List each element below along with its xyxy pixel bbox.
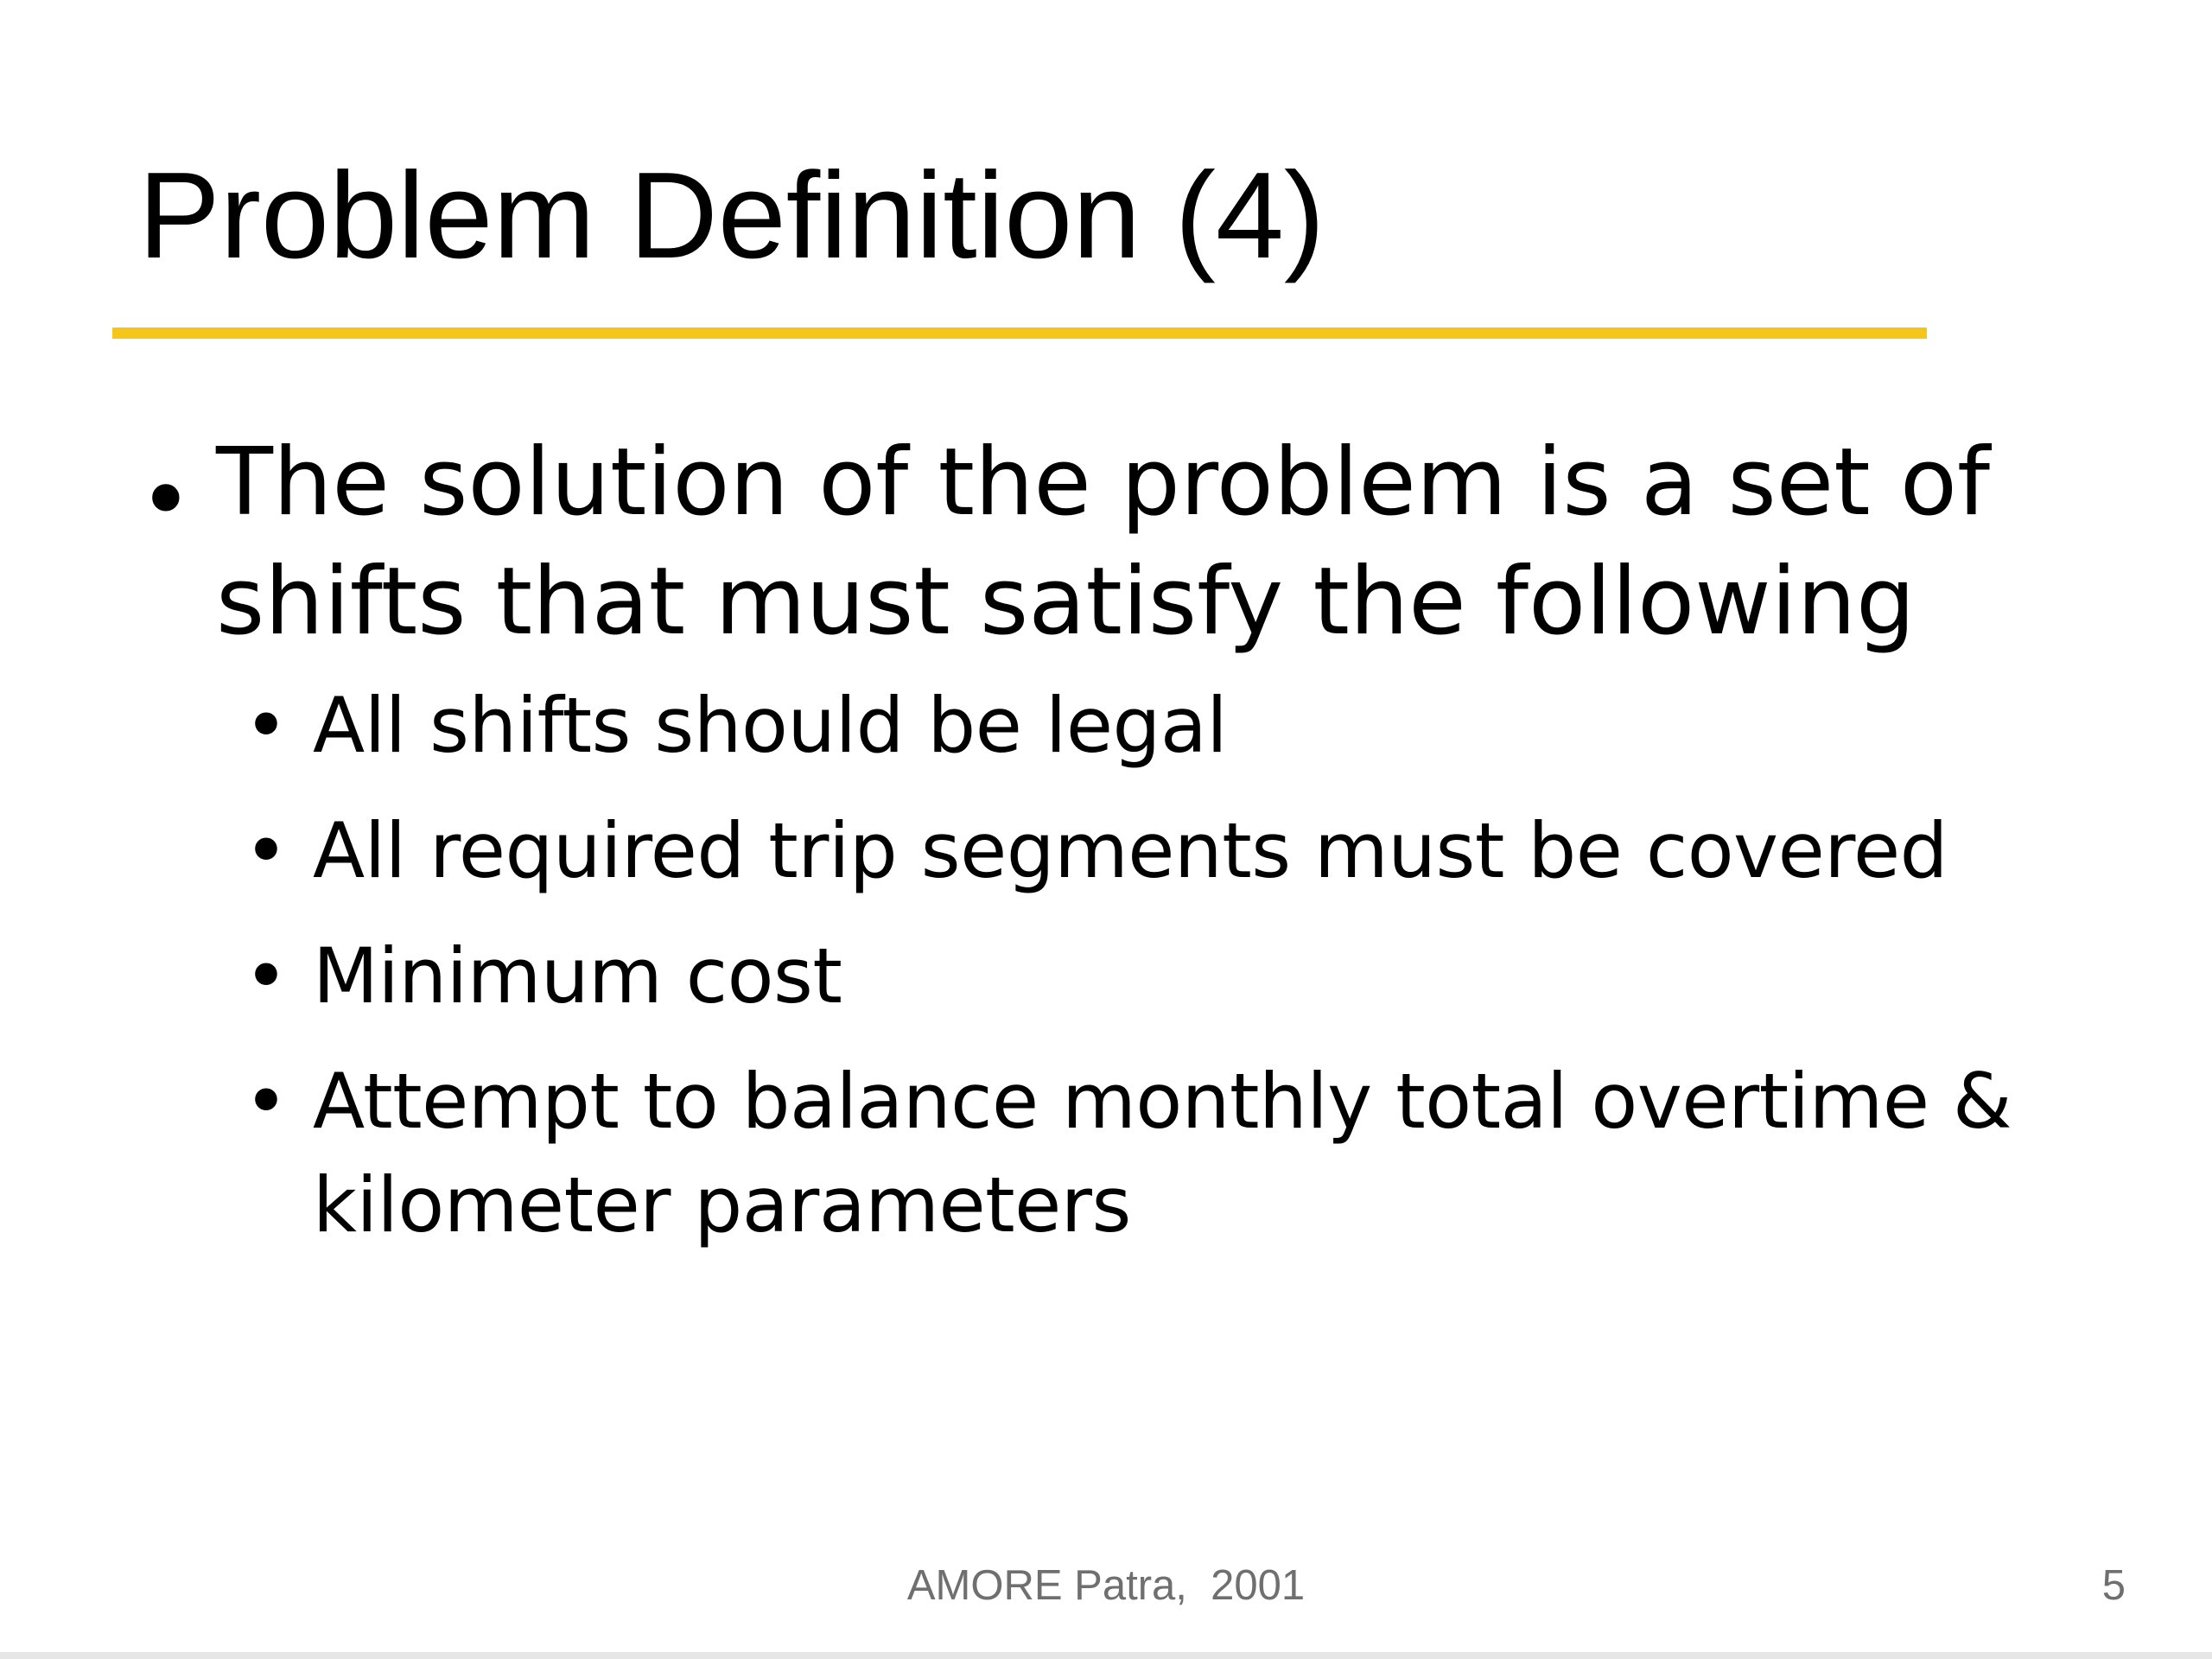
page-number: 5 <box>2101 1562 2126 1609</box>
sub-bullet-text: Attempt to balance monthly total overtime & kilometer parameters <box>313 1057 2012 1249</box>
sub-bullet-dot: • <box>244 681 289 770</box>
sub-bullet-dot: • <box>244 1057 289 1146</box>
sub-bullet-text: Minimum cost <box>313 931 842 1020</box>
bullet-text: The solution of the problem is a set of shifts that must satisfy the following <box>216 429 1991 656</box>
footer-text: AMORE Patra, 2001 <box>906 1562 1306 1609</box>
title-underline <box>112 327 1927 339</box>
sub-bullet-dot: • <box>244 931 289 1020</box>
bullet-dot: • <box>138 447 194 555</box>
sub-bullet-dot: • <box>244 806 289 895</box>
sub-bullet-text: All required trip segments must be covered <box>313 806 1948 895</box>
sub-bullet-text: All shifts should be legal <box>313 681 1228 770</box>
bottom-divider <box>0 1652 2212 1659</box>
slide-title: Problem Definition (4) <box>138 147 1325 284</box>
